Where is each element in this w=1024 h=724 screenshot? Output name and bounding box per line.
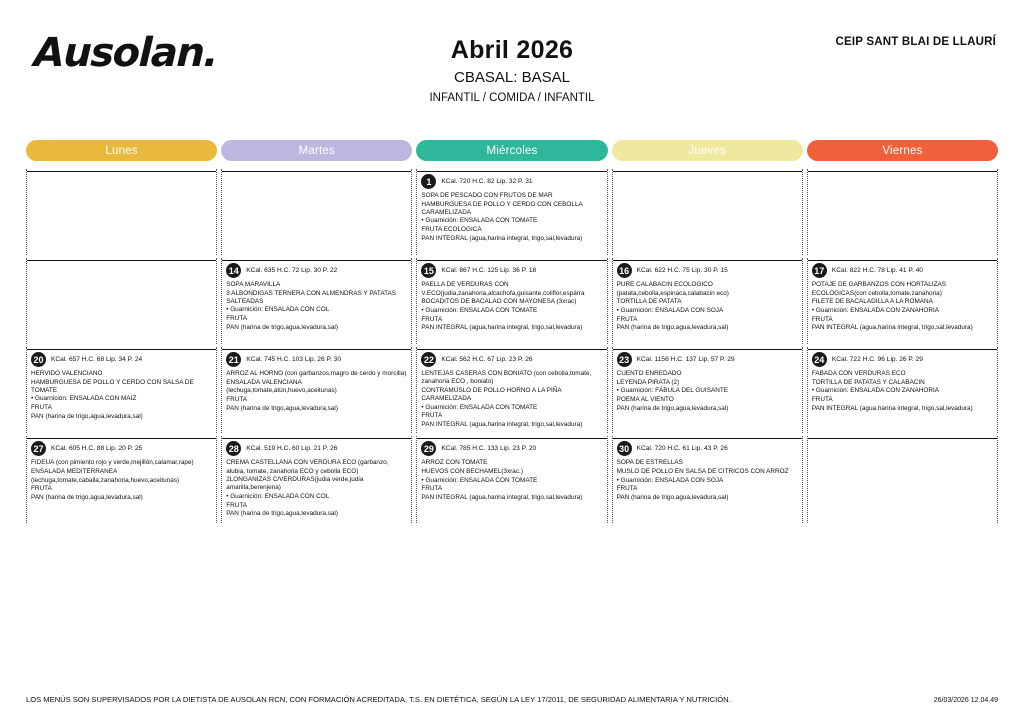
day-number-row	[617, 351, 799, 368]
menu-line: PAN (harina de trigo,agua,levadura,sal)	[31, 412, 143, 420]
menu-items	[617, 370, 799, 413]
menu-line: HAMBURGUESA DE POLLO Y CERDO CON CEBOLLA CARAMELIZADA	[421, 200, 583, 216]
menu-line: PAN (harina de trigo,agua,levadura,sal)	[226, 323, 338, 331]
menu-line: PAELLA DE VERDURAS CON	[421, 281, 509, 288]
calendar-week	[26, 169, 998, 255]
calendar-week	[26, 436, 998, 522]
menu-line: PAN INTEGRAL (agua,harina integral, trigo,sal,levadura)	[421, 420, 583, 428]
menu-items	[421, 281, 603, 332]
menu-items	[812, 281, 994, 332]
menu-line: • Guarnición: ENSALADA CON TOMATE	[421, 403, 538, 411]
menu-line: PAN INTEGRAL (agua,harina integral, trigo,sal,levadura)	[421, 324, 583, 332]
menu-line: FILETE DE BACALADILLA A LA ROMANA	[811, 298, 933, 306]
menu-line: V.ECO(judia,zanahoria,alcachofa,guisante,coliflor,espárra	[421, 289, 585, 297]
empty-cell-body	[31, 261, 213, 333]
page-footer	[26, 695, 998, 704]
menu-items	[421, 192, 603, 243]
menu-line: CONTRAMUSLO DE POLLO HORNO A LA PIÑA CARAMELIZADA	[421, 386, 562, 402]
menu-line: POEMA AL VIENTO	[616, 395, 674, 403]
day-number-badge: 14	[226, 263, 241, 278]
page-header	[0, 0, 1024, 118]
day-number-row	[812, 351, 994, 368]
nutrition-summary: KCal. 745 H.C. 103 Lip. 26 P. 30	[246, 356, 342, 363]
empty-cell-body	[812, 172, 994, 244]
menu-line: FRUTA	[226, 395, 248, 403]
menu-line: LENTEJAS CASERAS CON BONIATO (con cebolla,tomate, zanahoria ECO , boniato)	[421, 370, 592, 386]
nutrition-summary: KCal. 605 H.C. 88 Lip. 20 P. 25	[51, 445, 143, 453]
menu-line: • Guarnición: ENSALADA CON MAIZ	[31, 395, 137, 403]
nutrition-summary: KCal. 1156 H.C. 137 Lip. 57 P. 29	[636, 356, 735, 363]
cell-divider	[417, 438, 606, 439]
nutrition-summary: KCal. 722 H.C. 96 Lip. 26 P. 29	[831, 356, 923, 363]
day-number-row	[31, 351, 213, 368]
menu-line: SOPA DE ESTRELLAS	[616, 459, 683, 467]
nutrition-summary: KCal. 867 H.C. 125 Lip. 36 P. 18	[441, 267, 537, 274]
menu-line: PAN (harina de trigo,agua,levadura,sal)	[226, 404, 338, 412]
day-number-row	[617, 262, 799, 279]
cell-divider	[27, 349, 216, 350]
cell-divider	[808, 260, 997, 261]
day-header-label: Martes	[298, 144, 335, 157]
menu-items	[617, 281, 799, 332]
calendar-cell-day-27	[26, 436, 217, 522]
school-name: CEIP SANT BLAI DE LLAURÍ	[835, 36, 996, 48]
menu-line: CREMA CASTELLANA CON VERDURA ECO (garbanzo, alubia, tomate, zanahoria ECO y cebolla ECO)	[226, 459, 389, 475]
calendar-week	[26, 347, 998, 433]
day-number-badge: 23	[617, 352, 632, 367]
empty-cell-body	[812, 439, 994, 511]
cell-divider	[222, 438, 411, 439]
menu-line: CUENTO ENREDADO	[616, 370, 682, 377]
day-number-badge: 20	[31, 352, 46, 367]
day-number-row	[812, 262, 994, 279]
day-header-2	[416, 140, 607, 161]
menu-items	[31, 459, 213, 502]
menu-line: PAN INTEGRAL (agua,harina integral, trigo,sal,levadura)	[811, 404, 973, 412]
nutrition-summary: KCal. 622 H.C. 75 Lip. 30 P. 15	[636, 267, 728, 274]
nutrition-summary: KCal. 822 H.C. 78 Lip. 41 P. 40	[831, 267, 923, 274]
menu-line: MUSLO DE POLLO EN SALSA DE CITRICOS CON ARROZ	[616, 468, 789, 475]
cell-divider	[613, 260, 802, 261]
menu-line: POTAJE DE GARBANZOS CON HORTALIZAS	[811, 281, 947, 288]
menu-scope-label: INFANTIL / COMIDA / INFANTIL	[429, 92, 595, 104]
menu-items	[226, 459, 408, 518]
day-number-badge: 27	[31, 441, 46, 456]
cell-divider	[222, 260, 411, 261]
menu-line: TORTILLA DE PATATAS Y CALABACIN	[811, 378, 925, 386]
calendar-cell-empty	[26, 258, 217, 344]
calendar-cell-day-17	[807, 258, 998, 344]
menu-line: • Guarnición: ENSALADA CON TOMATE	[421, 217, 538, 225]
cell-divider	[417, 260, 606, 261]
nutrition-summary: KCal. 785 H.C. 133 Lip. 23 P. 20	[441, 445, 537, 453]
calendar-cell-day-23	[612, 347, 803, 433]
calendar-cell-empty	[807, 169, 998, 255]
menu-line: TORTILLA DE PATATA	[616, 298, 682, 306]
ausolan-logo: Ausolan.	[33, 30, 218, 76]
nutrition-summary: KCal. 635 H.C. 72 Lip. 30 P. 22	[246, 267, 338, 274]
calendar-cell-day-21	[221, 347, 412, 433]
day-header-4	[807, 140, 998, 161]
calendar-cell-empty	[807, 436, 998, 522]
menu-line: PAN (harina de trigo,agua,levadura,sal)	[616, 324, 729, 332]
menu-line: FRUTA ECOLOGICA	[421, 226, 482, 233]
menu-line: PAN INTEGRAL (agua,harina integral, trigo,sal,levadura)	[811, 324, 973, 332]
day-number-badge: 22	[421, 352, 436, 367]
menu-items	[31, 370, 213, 421]
menu-line: FABADA CON VERDURAS ECO	[811, 370, 906, 377]
day-number-row	[226, 262, 408, 279]
menu-line: • Guarnición: FÁBULA DEL GUISANTE	[616, 387, 728, 395]
day-number-row	[421, 440, 603, 457]
day-number-row	[226, 351, 408, 368]
nutrition-summary: KCal. 720 H.C. 82 Lip. 32 P. 31	[441, 178, 533, 185]
menu-line: (patata,cebolla,espinaca,calabacin eco)	[616, 289, 729, 297]
menu-line: PAN INTEGRAL (agua,harina integral, trigo,sal,levadura)	[421, 234, 583, 242]
calendar-cell-day-1	[416, 169, 607, 255]
nutrition-summary: KCal. 720 H.C. 61 Lip. 43 P. 26	[636, 445, 728, 453]
menu-line: BOCADITOS DE BACALAO CON MAYONESA (3xrac)	[421, 298, 577, 306]
empty-cell-body	[226, 172, 408, 244]
day-header-label: Viernes	[882, 144, 923, 157]
menu-line: PAN INTEGRAL (agua,harina integral, trigo,sal,levadura)	[421, 493, 583, 501]
day-number-badge: 16	[617, 263, 632, 278]
menu-line: (lechuga,tomate,atún,huevo,aceitunas)	[226, 387, 337, 395]
menu-line: • Guarnición: ENSALADA CON COL	[226, 492, 330, 500]
menu-items	[421, 459, 603, 502]
menu-line: FRUTA	[226, 501, 248, 509]
day-header-label: Miércoles	[486, 144, 538, 157]
menu-items	[812, 370, 994, 413]
footer-note: LOS MENÚS SON SUPERVISADOS POR LA DIETISTA DE AUSOLAN RCN, CON FORMACIÓN ACREDITADA, T.S. EN DIETÉTICA, SEGÚN LA LEY 17/2011, DE SEGURIDAD ALIMENTARIA Y NUTRICIÓN.	[26, 695, 731, 704]
menu-line: FRUTA	[616, 485, 638, 493]
calendar-cell-day-24	[807, 347, 998, 433]
day-header-1	[221, 140, 412, 161]
menu-line: HAMBURGUESA DE POLLO Y CERDO CON SALSA DE TOMATE	[31, 378, 194, 394]
menu-line: • Guarnición: ENSALADA CON ZANAHORIA	[811, 306, 940, 314]
day-header-label: Jueves	[688, 144, 727, 157]
calendar-cell-day-30	[612, 436, 803, 522]
calendar-cell-day-28	[221, 436, 412, 522]
day-number-badge: 17	[812, 263, 827, 278]
menu-line: PURE CALABACIN ECOLOGICO	[616, 281, 713, 288]
calendar-weeks	[26, 169, 998, 523]
menu-line: PAN (harina de trigo,agua,levadura,sal)	[226, 510, 338, 518]
day-number-badge: 21	[226, 352, 241, 367]
cell-divider	[417, 171, 606, 172]
menu-line: 2LONGANIZAS C/VERDURAS(judia verde,judia amarilla,berenjena)	[226, 476, 364, 492]
menu-line: FRUTA	[811, 395, 833, 403]
menu-line: • Guarnición: ENSALADA CON SOJA	[616, 306, 724, 314]
day-header-3	[612, 140, 803, 161]
calendar-cell-empty	[26, 169, 217, 255]
calendar-cell-day-14	[221, 258, 412, 344]
menu-line: • Guarnición: ENSALADA CON ZANAHORIA	[811, 387, 940, 395]
day-number-row	[421, 173, 603, 190]
menu-line: • Guarnición: ENSALADA CON SOJA	[616, 476, 724, 484]
menu-line: • Guarnición: ENSALADA CON TOMATE	[421, 306, 538, 314]
cell-divider	[808, 349, 997, 350]
menu-line: ECOLOGICAS(con cebolla,tomate,zanahoria)	[811, 289, 942, 297]
menu-line: 3 ALBONDIGAS TERNERA CON ALMENDRAS Y PATATAS SALTEADAS	[226, 289, 397, 305]
calendar-cell-empty	[221, 169, 412, 255]
day-header-row	[26, 140, 998, 161]
page-title: Abril 2026	[450, 36, 574, 64]
day-number-row	[421, 351, 603, 368]
menu-items	[617, 459, 799, 502]
menu-line: HUEVOS CON BECHAMEL(3xrac.)	[421, 468, 523, 475]
menu-line: FRUTA	[811, 315, 833, 323]
nutrition-summary: KCal. 519 H.C. 60 Lip. 21 P. 26	[246, 445, 338, 453]
day-number-badge: 15	[421, 263, 436, 278]
day-number-badge: 30	[617, 441, 632, 456]
menu-line: ARROZ AL HORNO (con garbanzos,magro de cerdo y morcilla)	[226, 370, 407, 377]
menu-line: FRUTA	[31, 404, 52, 411]
day-number-badge: 28	[226, 441, 241, 456]
calendar-cell-day-16	[612, 258, 803, 344]
cell-divider	[27, 438, 216, 439]
menu-line: ARROZ CON TOMATE	[421, 459, 488, 467]
menu-items	[226, 370, 408, 413]
day-header-0	[26, 140, 217, 161]
calendar-week	[26, 258, 998, 344]
menu-line: FRUTA	[616, 315, 638, 323]
empty-cell-body	[617, 172, 799, 244]
menu-line: PAN (harina de trigo,agua,levadura,sal)	[616, 404, 729, 412]
menu-line: PAN (harina de trigo,agua,levadura,sal)	[31, 493, 143, 501]
menu-line: FRUTA	[421, 315, 443, 323]
menu-line: • Guarnición: ENSALADA CON COL	[226, 306, 330, 314]
day-number-row	[421, 262, 603, 279]
nutrition-summary: KCal. 562 H.C. 67 Lip. 23 P. 26	[441, 356, 533, 363]
menu-line: • Guarnición: ENSALADA CON TOMATE	[421, 476, 538, 484]
menu-line: SOPA MARAVILLA	[226, 281, 281, 288]
calendar-cell-day-29	[416, 436, 607, 522]
menu-line: FRUTA	[421, 412, 443, 420]
cell-divider	[613, 349, 802, 350]
menu-line: FRUTA	[421, 485, 443, 493]
menu-line: SOPA DE PESCADO CON FRUTOS DE MAR	[421, 192, 553, 199]
menu-calendar	[26, 140, 998, 526]
calendar-cell-day-22	[416, 347, 607, 433]
calendar-cell-day-15	[416, 258, 607, 344]
empty-cell-body	[31, 172, 213, 244]
menu-line: LEYENDA PIRATA (2)	[616, 378, 680, 386]
cell-divider	[222, 349, 411, 350]
menu-line: PAN (harina de trigo,agua,levadura,sal)	[616, 493, 729, 501]
menu-type-label: CBASAL: BASAL	[454, 69, 570, 86]
day-number-badge: 1	[421, 174, 436, 189]
cell-divider	[417, 349, 606, 350]
menu-line: HERVIDO VALENCIANO	[31, 370, 103, 377]
day-number-row	[617, 440, 799, 457]
calendar-cell-empty	[612, 169, 803, 255]
menu-line: ENSALADA MEDITERRANEA	[31, 468, 118, 475]
menu-line: FIDEUA (con pimiento rojo y verde,mejillón,calamar,rape)	[31, 459, 194, 467]
day-number-badge: 29	[421, 441, 436, 456]
footer-timestamp: 26/03/2026 12.04.49	[933, 697, 998, 704]
calendar-cell-day-20	[26, 347, 217, 433]
day-number-row	[31, 440, 213, 457]
menu-line: FRUTA	[226, 315, 248, 322]
menu-items	[226, 281, 408, 332]
day-header-label: Lunes	[105, 144, 138, 157]
menu-line: (lechuga,tomate,caballa,zanahoria,huevo,aceitunas)	[31, 476, 180, 484]
menu-line: FRUTA	[31, 485, 52, 493]
cell-divider	[613, 438, 802, 439]
menu-items	[421, 370, 603, 429]
day-number-row	[226, 440, 408, 457]
day-number-badge: 24	[812, 352, 827, 367]
nutrition-summary: KCal. 657 H.C. 68 Lip. 34 P. 24	[51, 356, 143, 363]
menu-line: ENSALADA VALENCIANA	[226, 378, 302, 386]
